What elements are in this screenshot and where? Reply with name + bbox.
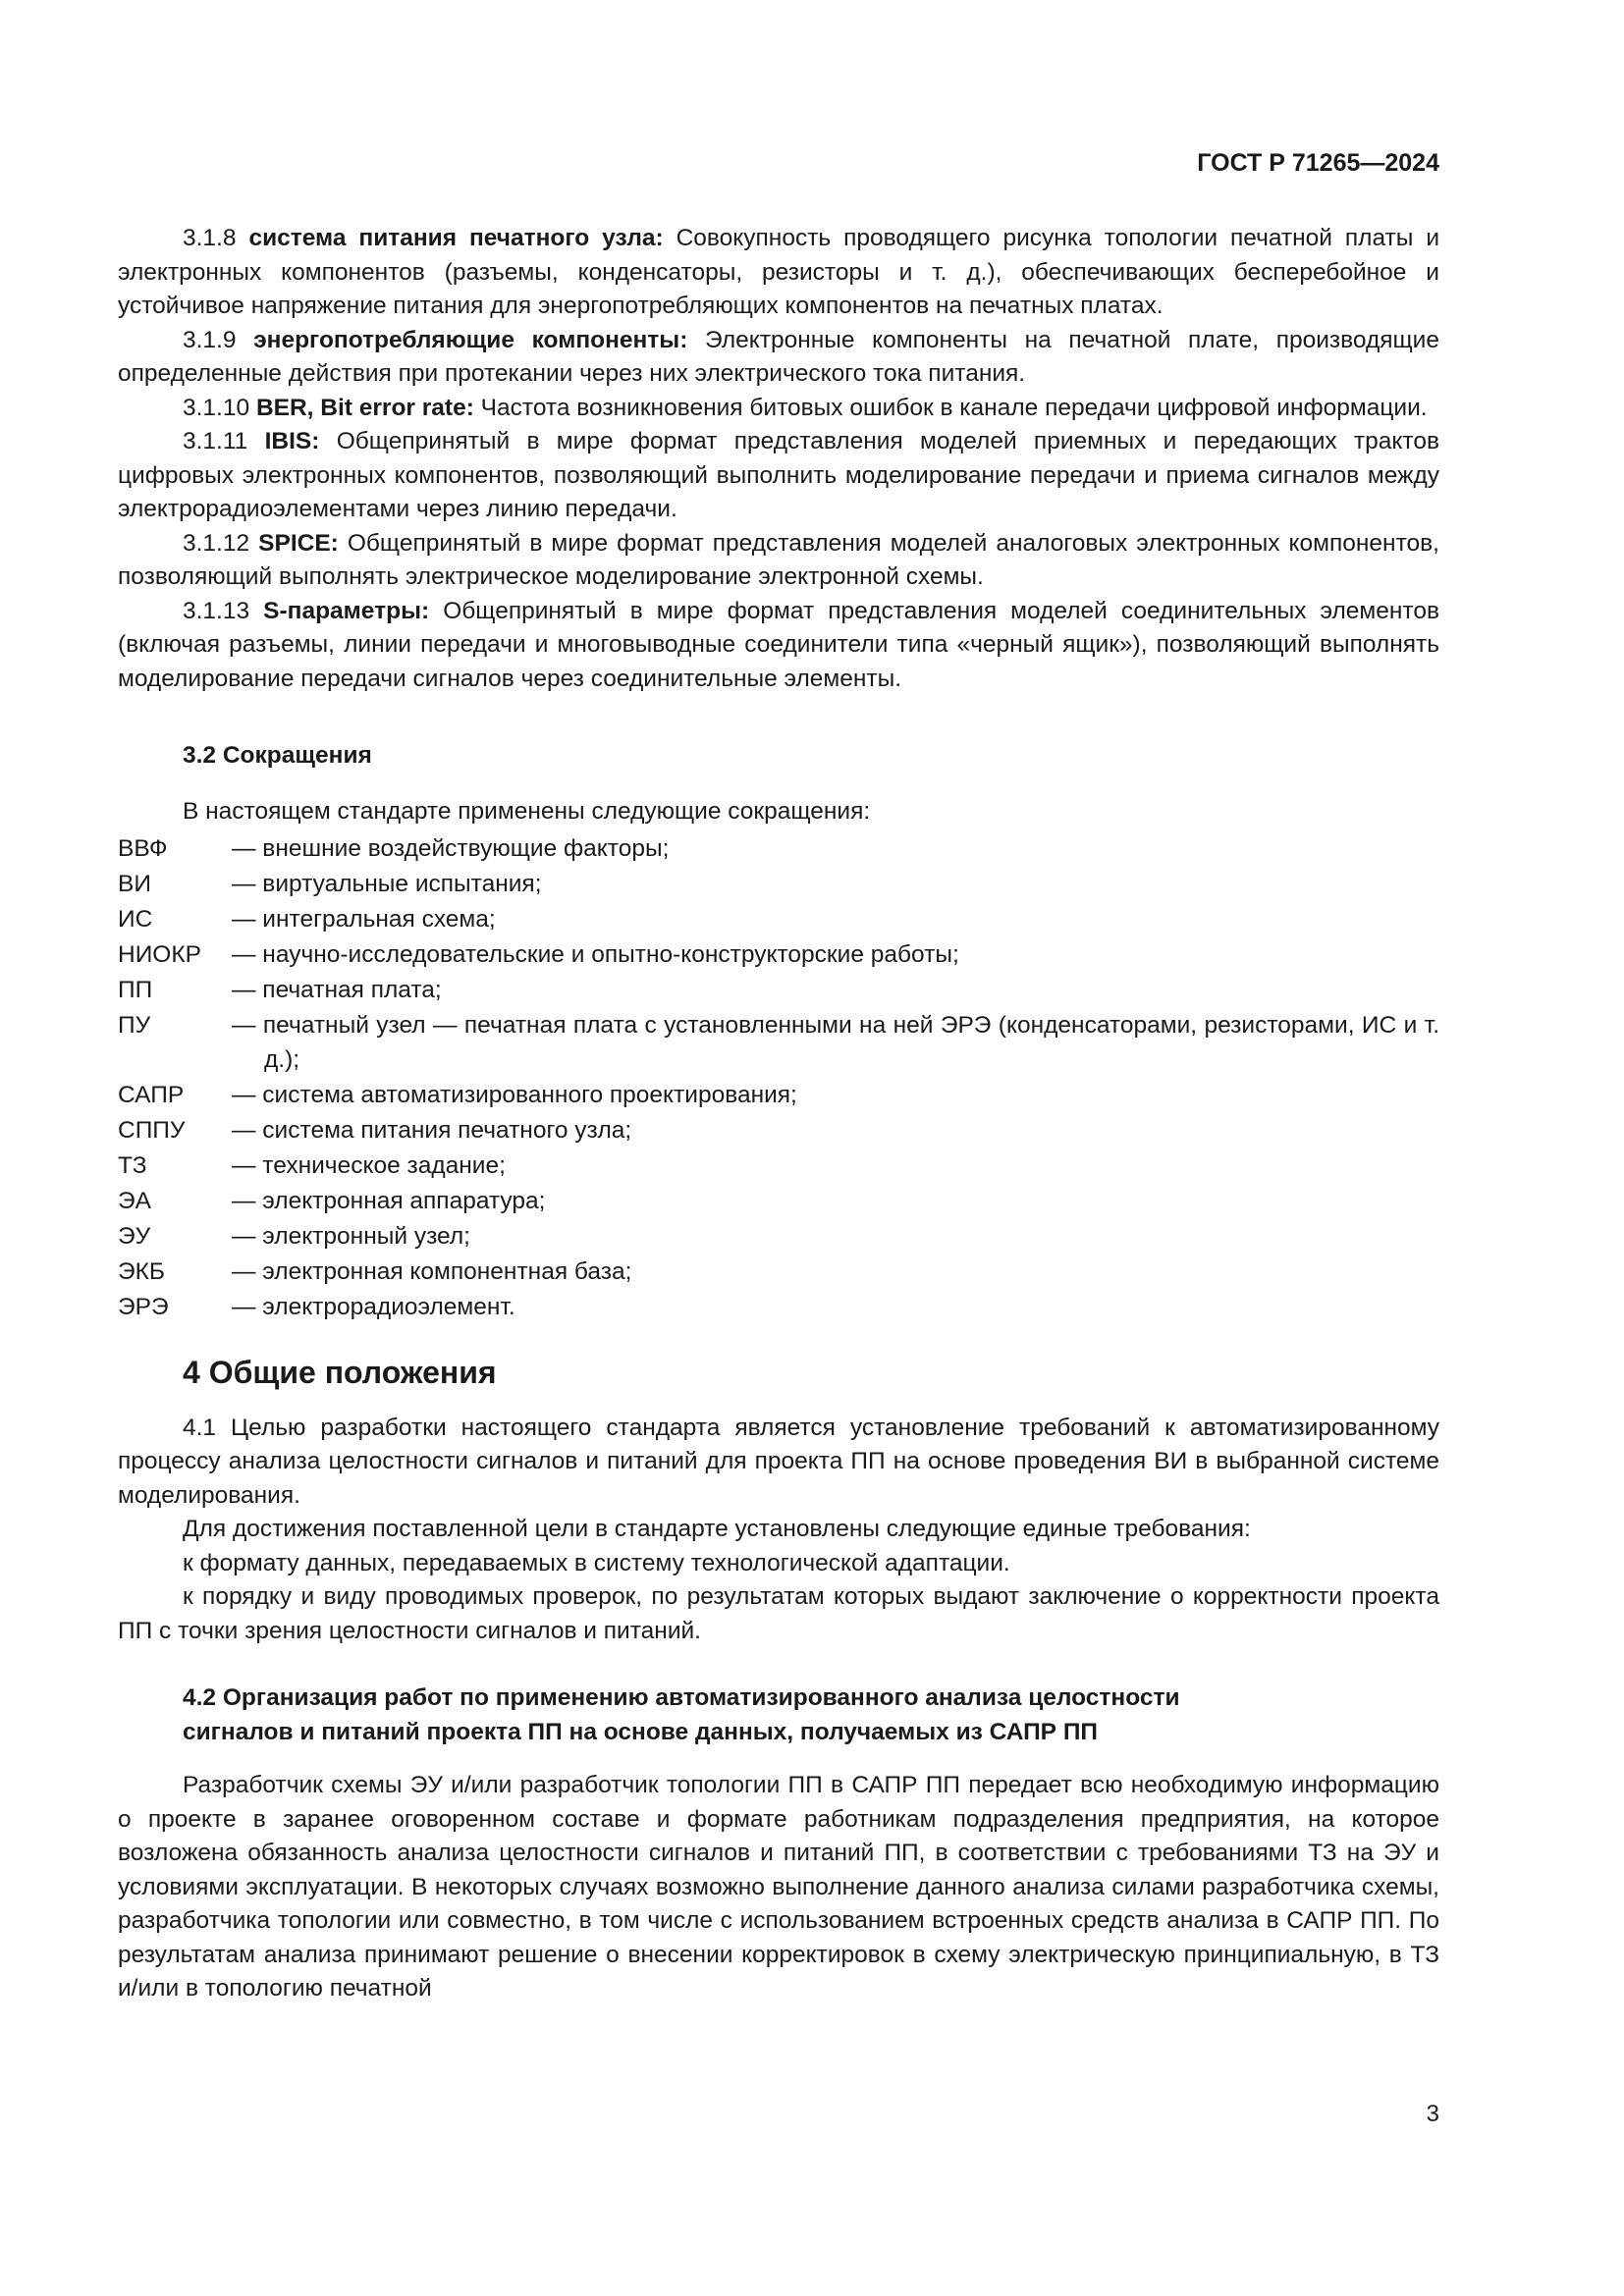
abbreviations-list — [118, 832, 1439, 1324]
paragraph: к формату данных, передаваемых в систему технологической адаптации. — [183, 1549, 1010, 1576]
abbreviation-item: ПУ — печатный узел — печатная плата с установленными на ней ЭРЭ (конденсаторами, резисторами, ИС и т. д.); — [118, 1012, 1439, 1073]
abbreviation-item: ТЗ — техническое задание; — [118, 1151, 506, 1179]
page-number: 3 — [1426, 2101, 1439, 2127]
term-name: SPICE: — [258, 529, 339, 557]
term-entry: 3.1.8 система питания печатного узла: Совокупность проводящего рисунка топологии печатной платы и электронных компонентов (разъемы, конденсаторы, резисторы и т. д.), обеспечивающих бесперебойное и устойчивое напряжение питания для энергопотребляющих компонентов на печатных платах. — [118, 225, 1439, 319]
term-entry: 3.1.13 S-параметры: Общепринятый в мире формат представления моделей соединительных элементов (включая разъемы, линии передачи и многовыводные соединители типа «черный ящик»), позволяющий выполнять моделирование передачи сигналов через соединительные элементы. — [118, 597, 1440, 692]
abbreviation-item: СППУ — система питания печатного узла; — [118, 1116, 632, 1144]
abbreviation-item: ВВФ — внешние воздействующие факторы; — [118, 835, 670, 862]
abbreviation-item: ЭРЭ — электрорадиоэлемент. — [118, 1293, 515, 1320]
term-name: энергопотребляющие компоненты: — [253, 326, 688, 353]
abbreviations-heading: 3.2 Сокращения — [183, 742, 372, 769]
abbreviation-item: ЭУ — электронный узел; — [118, 1222, 470, 1250]
abbreviation-item: ИС — интегральная схема; — [118, 906, 496, 933]
term-entry: 3.1.12 SPICE: Общепринятый в мире формат представления моделей аналоговых электронных компонентов, позволяющий выполнять электрическое моделирование электронной схемы. — [118, 529, 1439, 590]
term-name: система питания печатного узла: — [248, 225, 664, 251]
paragraph: Разработчик схемы ЭУ и/или разработчик топологии ПП в САПР ПП передает всю необходимую информацию о проекте в заранее оговоренном составе и формате работникам подразделения предприятия, на которое возложена обязанность анализа целостности сигналов и питаний ПП, в соответствии с требованиями ТЗ на ЭУ и условиями эксплуатации. В некоторых случаях возможно выполнение данного анализа силами разработчика схемы, разработчика топологии или совместно, в том числе с использованием встроенных средств анализа в САПР ПП. По результатам анализа принимают решение о внесении корректировок в схему электрическую принципиальную, в ТЗ и/или в топологию печатной — [118, 1772, 1439, 2002]
abbreviations-intro: В настоящем стандарте применены следующие сокращения: — [183, 797, 871, 825]
abbreviation-item: ПП — печатная плата; — [118, 977, 442, 1003]
section-heading: 4 Общие положения — [183, 1355, 497, 1390]
paragraph: 4.1 Целью разработки настоящего стандарта является установление требований к автоматизированному процессу анализа целостности сигналов и питаний для проекта ПП на основе проведения ВИ в выбранной системе моделирования. — [118, 1414, 1439, 1509]
abbreviation-item: САПР — система автоматизированного проектирования; — [118, 1081, 797, 1108]
abbreviation-item: ЭА — электронная аппаратура; — [118, 1187, 546, 1214]
term-entry: 3.1.11 IBIS: Общепринятый в мире формат представления моделей приемных и передающих трактов цифровых электронных компонентов, позволяющий выполнить моделирование передачи и приема сигналов между электрорадиоэлементами через линию передачи. — [118, 428, 1439, 522]
term-entry: 3.1.9 энергопотребляющие компоненты: Электронные компоненты на печатной плате, производящие определенные действия при протекании через них электрического тока питания. — [118, 326, 1439, 387]
term-name: IBIS: — [264, 428, 320, 454]
abbreviation-item: ЭКБ — электронная компонентная база; — [118, 1257, 632, 1285]
page-content — [118, 222, 1439, 2006]
abbreviation-item: НИОКР — научно-исследовательские и опытно-конструкторские работы; — [118, 941, 959, 968]
term-entry: 3.1.10 BER, Bit error rate: Частота возникновения битовых ошибок в канале передачи цифровой информации. — [183, 394, 1428, 421]
paragraph: к порядку и виду проводимых проверок, по результатам которых выдают заключение о корректности проекта ПП с точки зрения целостности сигналов и питаний. — [118, 1583, 1439, 1644]
term-name: S-параметры: — [263, 597, 430, 624]
paragraph: Для достижения поставленной цели в стандарте установлены следующие единые требования: — [183, 1516, 1251, 1542]
document-number: ГОСТ Р 71265—2024 — [1197, 149, 1439, 177]
subsection-heading: 4.2 Организация работ по применению автоматизированного анализа целостности сигналов и питаний проекта ПП на основе данных, получаемых из САПР ПП — [183, 1684, 1180, 1745]
term-name: BER, Bit error rate: — [255, 394, 474, 421]
abbreviation-item: ВИ — виртуальные испытания; — [118, 871, 542, 897]
